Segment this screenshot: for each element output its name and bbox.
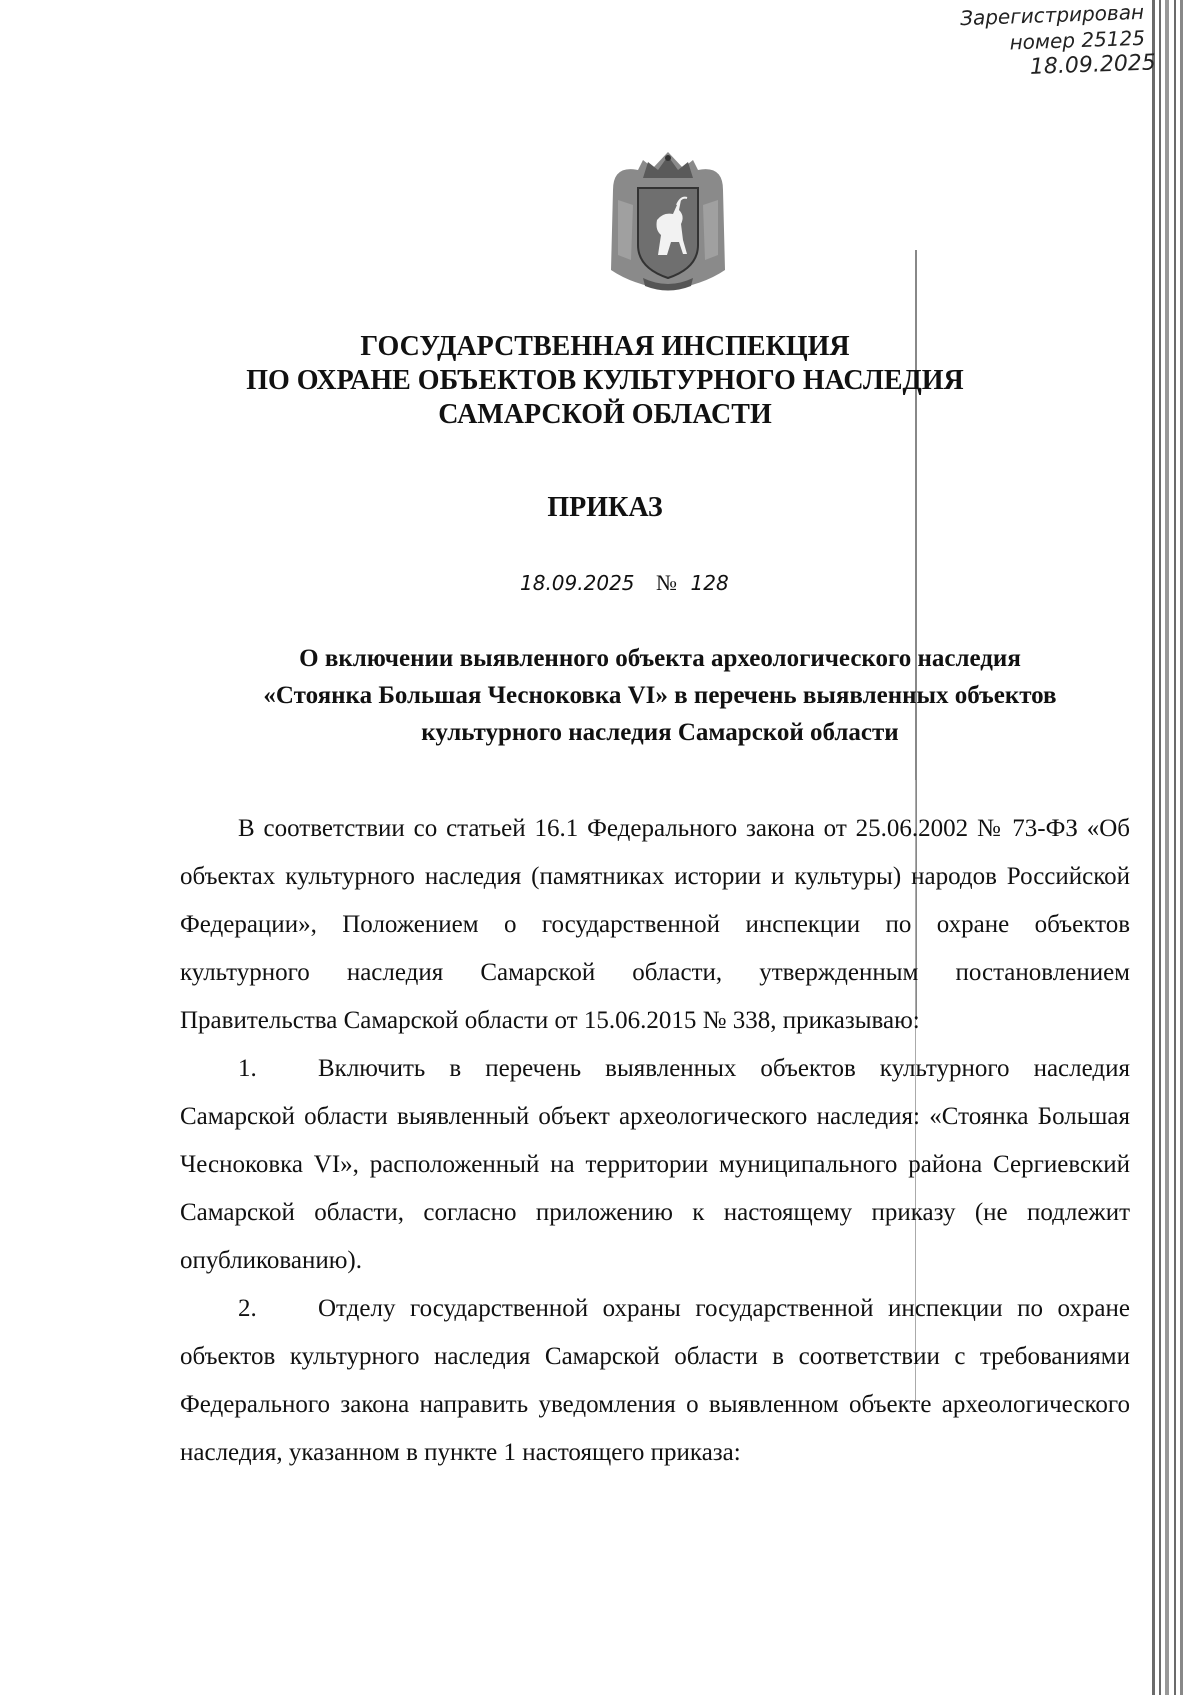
institution-header bbox=[180, 330, 1030, 432]
document-subject bbox=[200, 640, 1120, 751]
document-body bbox=[180, 805, 1130, 1477]
scan-edge-lines bbox=[1150, 0, 1200, 1695]
subject-line: «Стоянка Большая Чесноковка VI» в перечень выявленных объектов bbox=[263, 682, 1057, 709]
item-text: Отделу государственной охраны государственной инспекции по охране объектов культурного наследия Самарской области в соответствии с требованиями Федерального закона направить уведомления о выявленном объекте археологического наследия, указанном в пункте 1 настоящего приказа: bbox=[180, 1295, 1130, 1466]
list-item bbox=[180, 1285, 1130, 1477]
document-type: ПРИКАЗ bbox=[547, 492, 663, 523]
document-date: 18.09.2025 bbox=[520, 571, 635, 595]
item-number: 1. bbox=[238, 1055, 257, 1082]
item-number: 2. bbox=[238, 1295, 257, 1322]
header-line: САМАРСКОЙ ОБЛАСТИ bbox=[438, 399, 772, 430]
handwritten-line: Зарегистрирован bbox=[959, 0, 1145, 31]
list-item bbox=[180, 1045, 1130, 1285]
handwritten-registration-note bbox=[959, 0, 1157, 83]
subject-line: О включении выявленного объекта археологического наследия bbox=[299, 645, 1021, 672]
document-meta bbox=[520, 570, 729, 596]
samara-coat-of-arms-icon bbox=[603, 150, 733, 295]
header-line: ГОСУДАРСТВЕННАЯ ИНСПЕКЦИЯ bbox=[360, 331, 850, 362]
preamble-paragraph: В соответствии со статьей 16.1 Федерального закона от 25.06.2002 № 73-ФЗ «Об объектах культурного наследия (памятниках истории и культуры) народов Российской Федерации», Положением о государственной инспекции по охране объектов культурного наследия Самарской области, утвержденным постановлением Правительства Самарской области от 15.06.2015 № 338, приказываю: bbox=[180, 815, 1130, 1034]
handwritten-line: номер 25125 bbox=[1009, 25, 1146, 55]
header-line: ПО ОХРАНЕ ОБЪЕКТОВ КУЛЬТУРНОГО НАСЛЕДИЯ bbox=[246, 365, 964, 396]
document-number: 128 bbox=[690, 571, 729, 595]
number-label: № bbox=[656, 570, 678, 595]
subject-line: культурного наследия Самарской области bbox=[421, 719, 899, 746]
handwritten-date: 18.09.2025 bbox=[1029, 50, 1157, 80]
item-text: Включить в перечень выявленных объектов культурного наследия Самарской области выявленный объект археологического наследия: «Стоянка Большая Чесноковка VI», расположенный на территории муниципального района Сергиевский Самарской области, согласно приложению к настоящему приказу (не подлежит опубликованию). bbox=[180, 1055, 1130, 1274]
